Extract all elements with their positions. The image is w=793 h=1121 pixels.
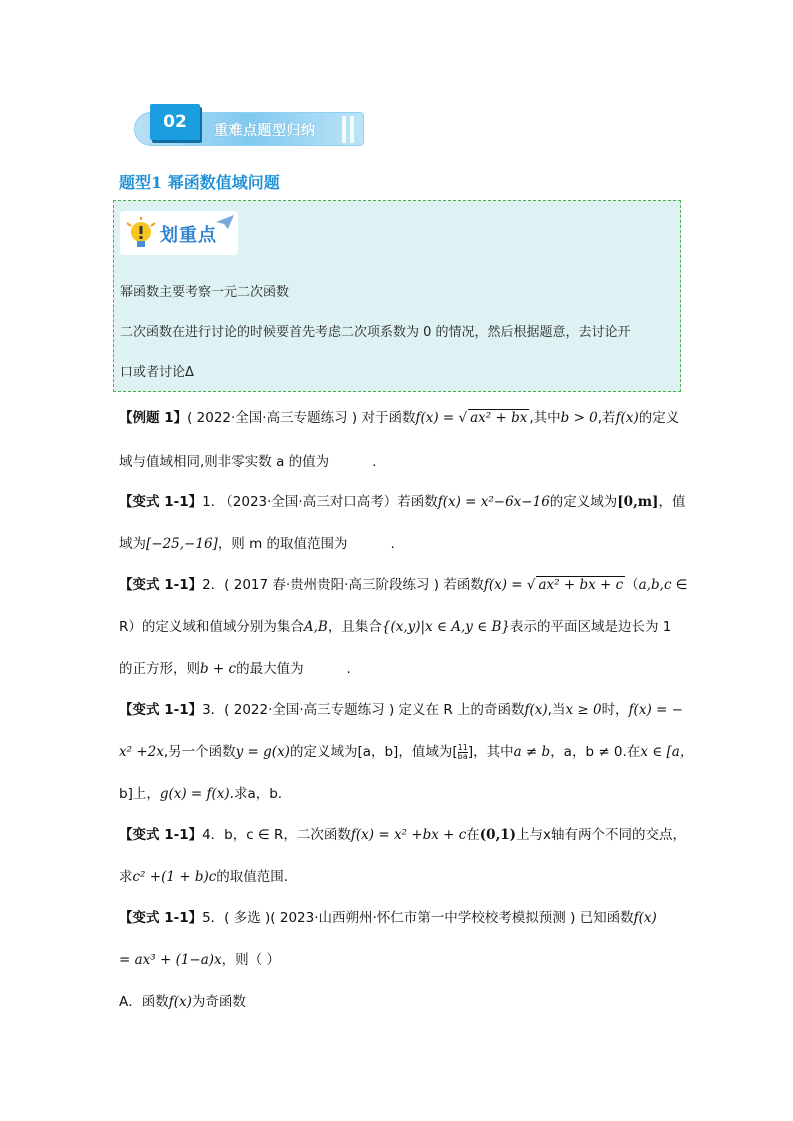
variant-4-line-2: 求c² +(1 + b)c的取值范围. xyxy=(119,869,289,885)
section-title: 重难点题型归纳 xyxy=(214,123,316,139)
variant-3-line-3: b]上，g(x) = f(x).求a，b. xyxy=(119,786,283,802)
key-points-box xyxy=(113,200,681,392)
fraction-1-over-b: $\frac{1}{b}$ xyxy=(457,742,463,761)
variant-5-option-a: A．函数f(x)为奇函数 xyxy=(119,994,246,1010)
variant-4-line-1: 【变式 1-1】4．b，c ∈ R，二次函数f(x) = x² +bx + c在(0,1)上与x轴有两个不同的交点， xyxy=(119,827,687,843)
lightbulb-icon xyxy=(124,217,158,251)
key-point-line: 二次函数在进行讨论的时候要首先考虑二次项系数为 0 的情况，然后根据题意，去讨论开 xyxy=(120,325,631,340)
variant-5-line-2: = ax³ + (1−a)x，则（ ） xyxy=(119,952,280,968)
key-points-badge-text: 划重点 xyxy=(160,225,217,246)
paper-plane-icon xyxy=(216,215,234,229)
example-1-line-2: 域与值域相同,则非零实数 a 的值为 . xyxy=(119,454,377,470)
variant-5-line-1: 【变式 1-1】5．( 多选 )( 2023·山西朔州·怀仁市第一中学校校考模拟预测 ) 已知函数f(x) xyxy=(119,910,657,926)
key-point-line: 口或者讨论Δ xyxy=(120,365,194,380)
variant-1-line-1: 【变式 1-1】1. （2023·全国·高三对口高考）若函数f(x) = x²−6x−16的定义域为[0,m]，值 xyxy=(119,494,686,510)
variant-2-line-3: 的正方形，则b + c的最大值为 . xyxy=(119,661,351,677)
variant-3-line-2: x² +2x,另一个函数y = g(x)的定义域为[a，b]，值域为[ $\frac{1}{b}$ $\frac{1}{a}$ ]，其中a ≠ b，a，b ≠ 0.在x ∈ [a， xyxy=(119,742,694,761)
key-points-badge xyxy=(120,211,238,255)
example-1-line-1: 【例题 1】( 2022·全国·高三专题练习 ) 对于函数f(x) = √ ax² + bx ,其中b > 0,若f(x)的定义 xyxy=(119,410,680,426)
section-banner xyxy=(134,104,366,148)
key-point-line: 幂函数主要考察一元二次函数 xyxy=(120,285,290,300)
banner-decoration xyxy=(342,116,358,147)
variant-1-line-2: 域为[−25,−16]，则 m 的取值范围为 . xyxy=(119,536,395,552)
variant-3-line-1: 【变式 1-1】3．( 2022·全国·高三专题练习 ) 定义在 R 上的奇函数f(x),当x ≥ 0时，f(x) = − xyxy=(119,702,683,718)
fraction-1-over-a: $\frac{1}{a}$ xyxy=(462,742,468,761)
variant-2-line-1: 【变式 1-1】2．( 2017 春·贵州贵阳·高三阶段练习 ) 若函数f(x) = √ ax² + bx + c （a,b,c ∈ xyxy=(119,577,688,593)
section-number: 02 xyxy=(150,104,200,140)
type-title: 题型1 幂函数值域问题 xyxy=(119,173,280,192)
variant-2-line-2: R）的定义域和值域分别为集合A,B，且集合{(x,y)|x ∈ A,y ∈ B}表示的平面区域是边长为 1 xyxy=(119,619,672,635)
